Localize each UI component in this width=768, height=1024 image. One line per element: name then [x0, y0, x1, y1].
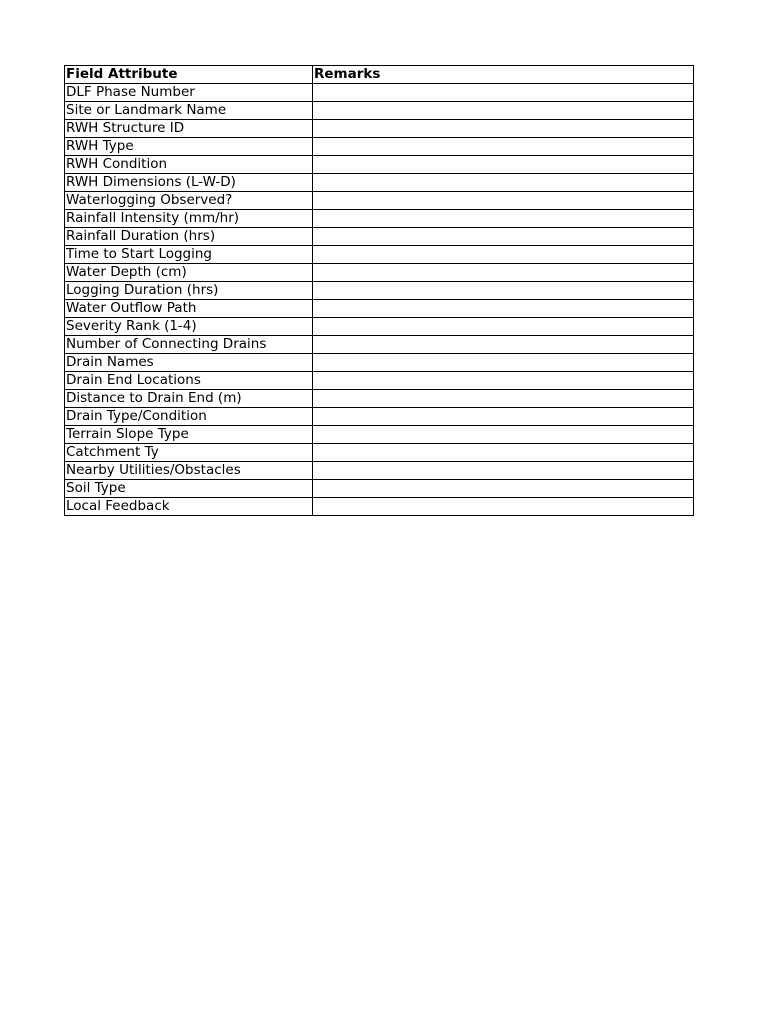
- table-row: [65, 228, 694, 246]
- table-row: [65, 390, 694, 408]
- remarks-cell[interactable]: [313, 84, 694, 102]
- remarks-cell[interactable]: [313, 480, 694, 498]
- remarks-cell[interactable]: [313, 192, 694, 210]
- field-attribute-cell: DLF Phase Number: [65, 84, 313, 102]
- table-row: [65, 300, 694, 318]
- remarks-cell[interactable]: [313, 354, 694, 372]
- remarks-cell[interactable]: [313, 156, 694, 174]
- table-row: [65, 210, 694, 228]
- table-row: [65, 174, 694, 192]
- field-attribute-cell: Severity Rank (1-4): [65, 318, 313, 336]
- header-field-attribute: Field Attribute: [65, 66, 313, 84]
- remarks-cell[interactable]: [313, 174, 694, 192]
- field-attribute-cell: Drain Names: [65, 354, 313, 372]
- header-remarks: Remarks: [313, 66, 694, 84]
- remarks-cell[interactable]: [313, 444, 694, 462]
- field-attribute-table: [64, 65, 694, 516]
- table-row: [65, 372, 694, 390]
- field-attribute-cell: Distance to Drain End (m): [65, 390, 313, 408]
- field-attribute-cell: Soil Type: [65, 480, 313, 498]
- remarks-cell[interactable]: [313, 372, 694, 390]
- table-row: [65, 282, 694, 300]
- field-attribute-cell: Drain End Locations: [65, 372, 313, 390]
- field-attribute-cell: Terrain Slope Type: [65, 426, 313, 444]
- remarks-cell[interactable]: [313, 462, 694, 480]
- remarks-cell[interactable]: [313, 390, 694, 408]
- field-attribute-cell: Drain Type/Condition: [65, 408, 313, 426]
- remarks-cell[interactable]: [313, 408, 694, 426]
- table-row: [65, 318, 694, 336]
- remarks-cell[interactable]: [313, 300, 694, 318]
- field-attribute-cell: Number of Connecting Drains: [65, 336, 313, 354]
- table-row: [65, 498, 694, 516]
- remarks-cell[interactable]: [313, 282, 694, 300]
- table-row: [65, 102, 694, 120]
- field-attribute-cell: Waterlogging Observed?: [65, 192, 313, 210]
- remarks-cell[interactable]: [313, 246, 694, 264]
- field-attribute-cell: Nearby Utilities/Obstacles: [65, 462, 313, 480]
- remarks-cell[interactable]: [313, 318, 694, 336]
- table-row: [65, 84, 694, 102]
- table-row: [65, 462, 694, 480]
- table-row: [65, 192, 694, 210]
- table-row: [65, 408, 694, 426]
- table-row: [65, 120, 694, 138]
- table-row: [65, 336, 694, 354]
- remarks-cell[interactable]: [313, 426, 694, 444]
- field-attribute-cell: RWH Type: [65, 138, 313, 156]
- table-row: [65, 246, 694, 264]
- table-row: [65, 138, 694, 156]
- remarks-cell[interactable]: [313, 498, 694, 516]
- table-row: [65, 156, 694, 174]
- field-attribute-cell: RWH Dimensions (L-W-D): [65, 174, 313, 192]
- field-attribute-cell: Rainfall Duration (hrs): [65, 228, 313, 246]
- table-body: [65, 84, 694, 516]
- field-attribute-cell: RWH Condition: [65, 156, 313, 174]
- table-row: [65, 480, 694, 498]
- field-attribute-cell: Local Feedback: [65, 498, 313, 516]
- table-row: [65, 426, 694, 444]
- table-row: [65, 264, 694, 282]
- field-attribute-cell: Logging Duration (hrs): [65, 282, 313, 300]
- remarks-cell[interactable]: [313, 210, 694, 228]
- remarks-cell[interactable]: [313, 138, 694, 156]
- field-attribute-cell: Water Depth (cm): [65, 264, 313, 282]
- table-row: [65, 354, 694, 372]
- remarks-cell[interactable]: [313, 120, 694, 138]
- table-header-row: [65, 66, 694, 84]
- table-row: [65, 444, 694, 462]
- field-attribute-cell: Water Outflow Path: [65, 300, 313, 318]
- field-attribute-cell: Site or Landmark Name: [65, 102, 313, 120]
- remarks-cell[interactable]: [313, 336, 694, 354]
- field-attribute-cell: Time to Start Logging: [65, 246, 313, 264]
- field-attribute-cell: RWH Structure ID: [65, 120, 313, 138]
- remarks-cell[interactable]: [313, 264, 694, 282]
- remarks-cell[interactable]: [313, 102, 694, 120]
- remarks-cell[interactable]: [313, 228, 694, 246]
- field-attribute-cell: Rainfall Intensity (mm/hr): [65, 210, 313, 228]
- field-attribute-cell: Catchment Ty: [65, 444, 313, 462]
